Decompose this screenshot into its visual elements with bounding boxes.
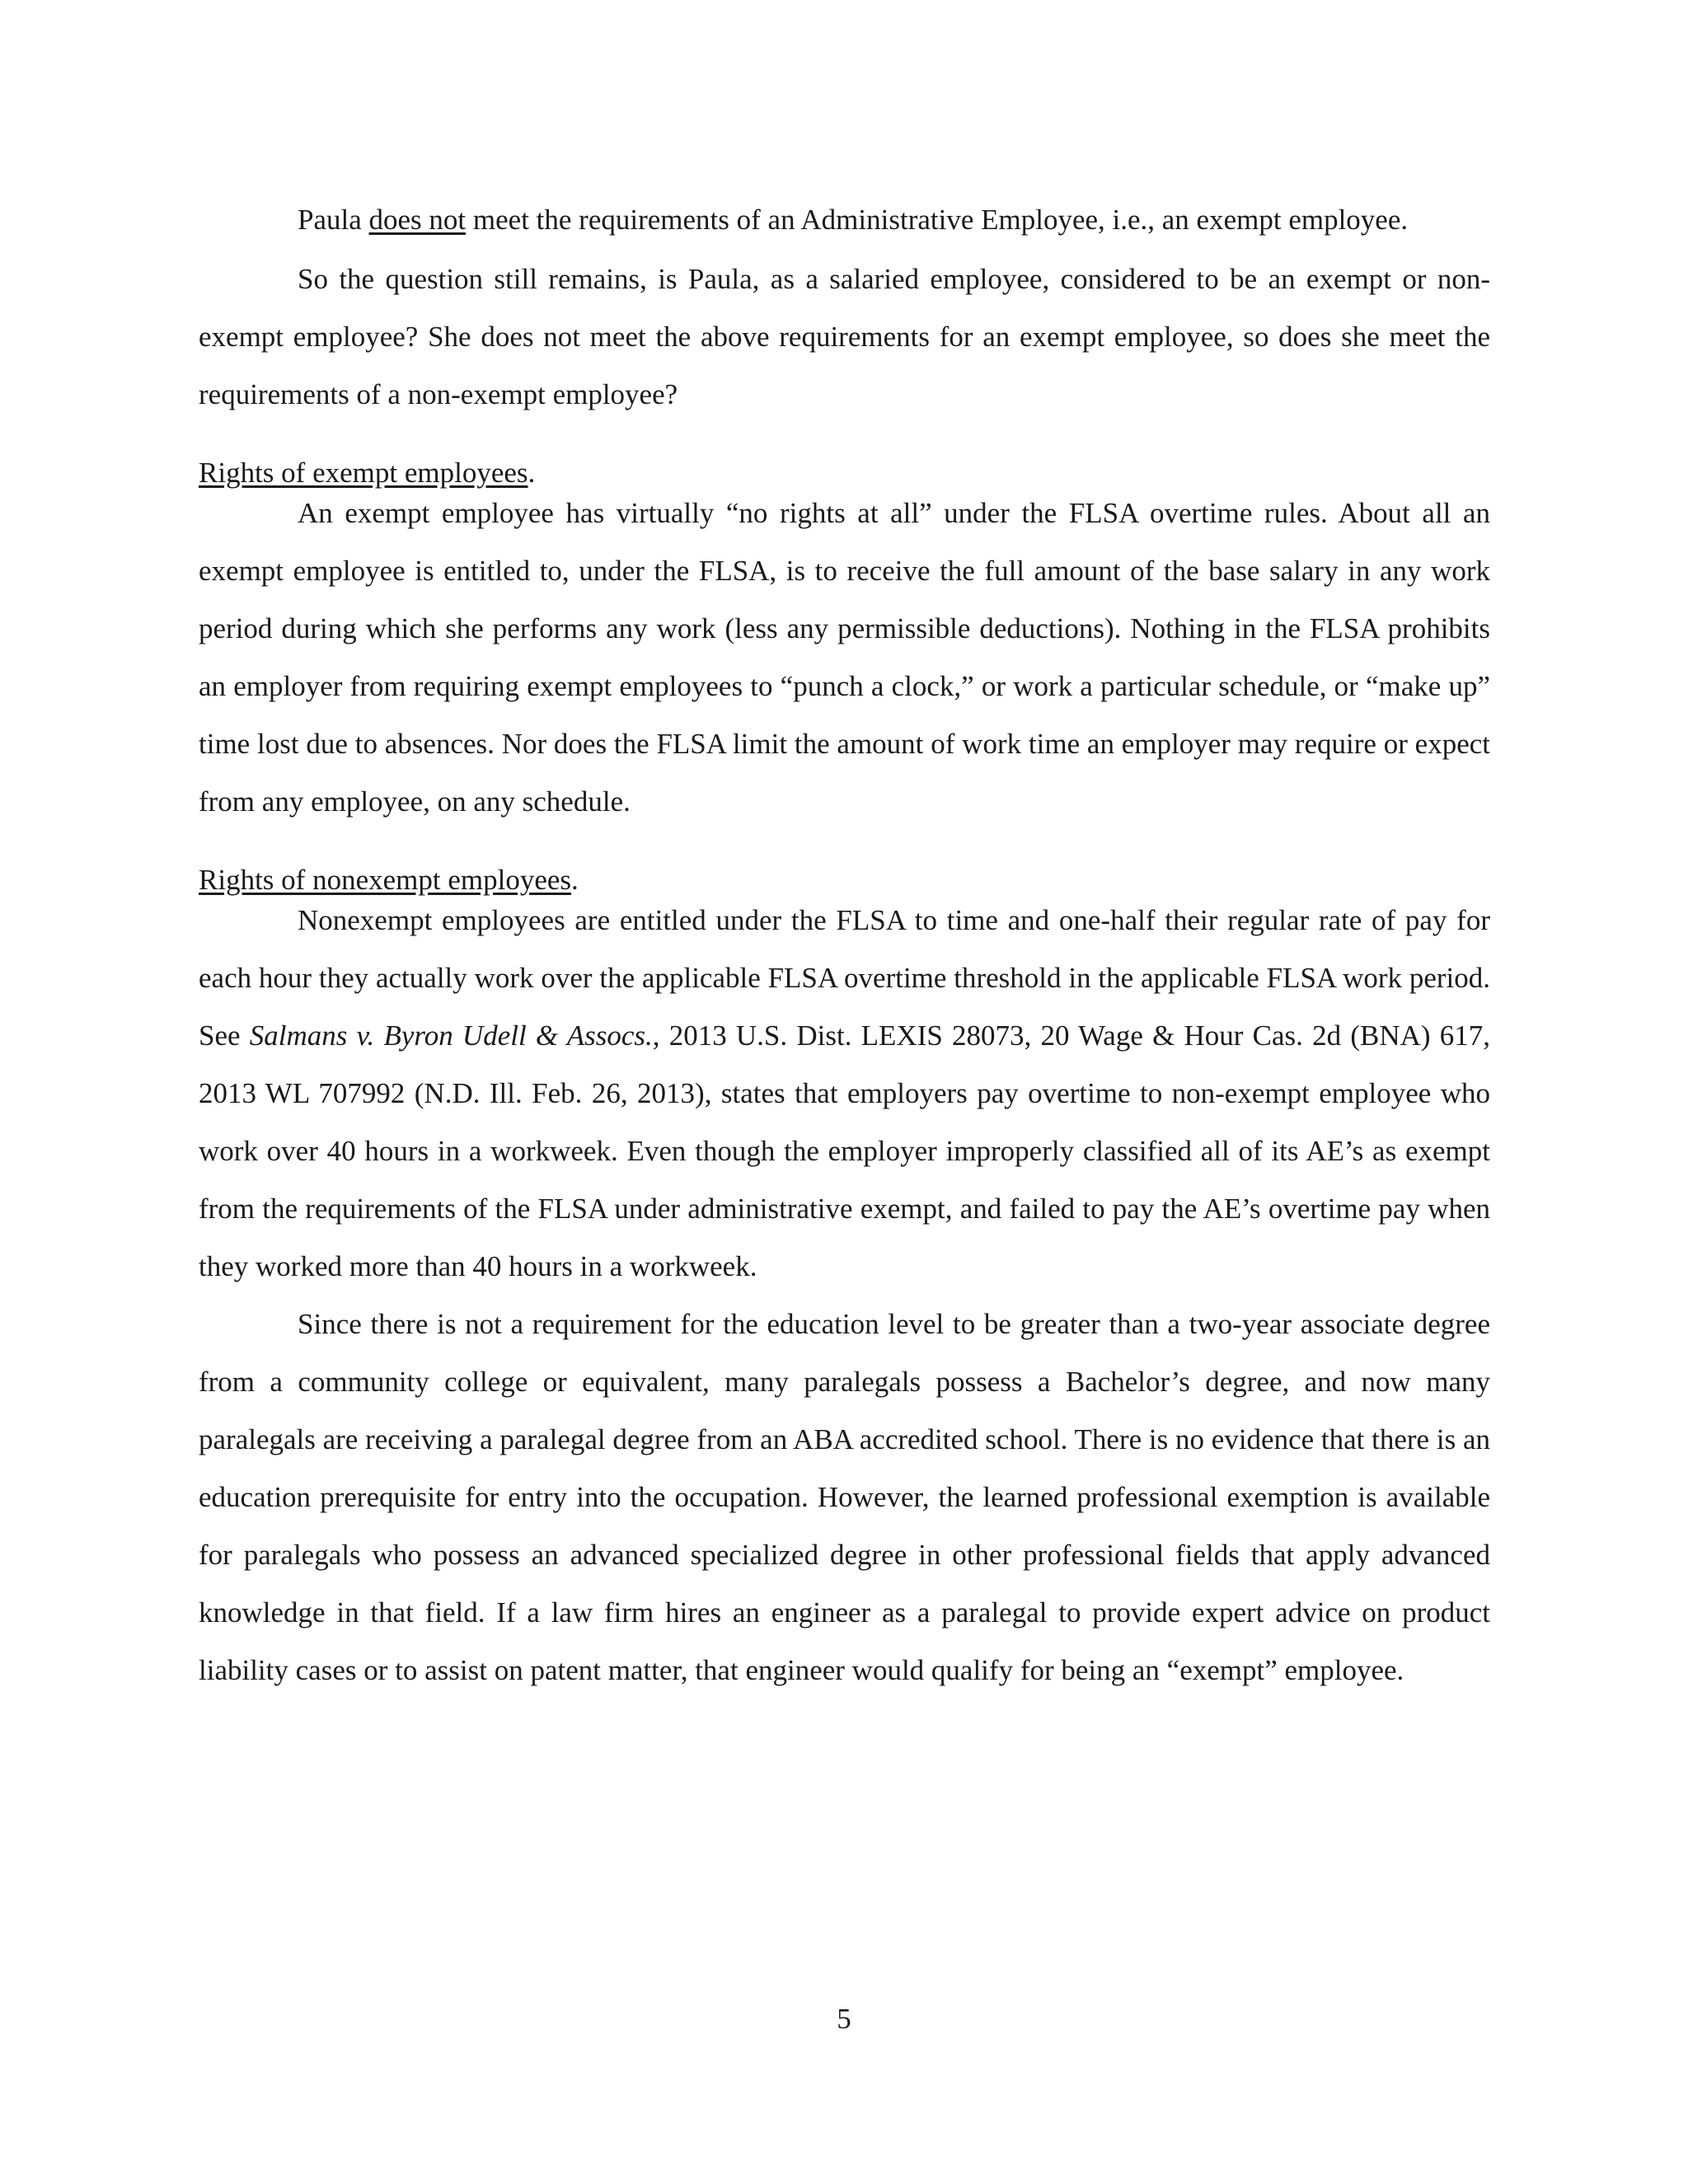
paragraph-exempt-rights: An exempt employee has virtually “no rights at all” under the FLSA overtime rules. About all an exempt employee is entitled to, under the FLSA, is to receive the full amount of the base salary in any work period during which she performs any work (less any permissible deductions). Nothing in the FLSA prohibits an employer from requiring exempt employees to “punch a clock,” or work a particular schedule, or “make up” time lost due to absences. Nor does the FLSA limit the amount of work time an employer may require or expect from any employee, on any schedule. (199, 497, 1490, 818)
case-citation: Salmans v. Byron Udell & Assocs. (249, 1019, 653, 1052)
heading-label: Rights of exempt employees (199, 457, 528, 489)
paragraph-text: meet the requirements of an Administrative Employee, i.e., an exempt employee. (466, 204, 1409, 236)
paragraph-paula-requirements (199, 191, 1490, 249)
heading-suffix: . (571, 864, 579, 896)
page-number: 5 (837, 2003, 851, 2035)
emphasis-does-not: does not (368, 204, 467, 236)
paragraph-nonexempt-rights (199, 892, 1490, 1296)
heading-suffix: . (528, 457, 536, 489)
document-body (199, 191, 1490, 1699)
paragraph-text: Nonexempt employees are entitled under the FLSA to time and one-half their regular rate of pay for each hour they actually work over the applicable FLSA overtime threshold in the applicable FLSA work period. See (199, 904, 1490, 1052)
paragraph-question: So the question still remains, is Paula, as a salaried employee, considered to be an exempt or non-exempt employee? She does not meet the above requirements for an exempt employee, so does she meet the requirements of a non-exempt employee? (199, 263, 1490, 410)
paragraph-text: , 2013 U.S. Dist. LEXIS 28073, 20 Wage & Hour Cas. 2d (BNA) 617, 2013 WL 707992 (N.D. Ill. Feb. 26, 2013), states that employers pay overtime to non-exempt employee who work over 40 hours in a workweek. Even though the employer improperly classified all of its AE’s as exempt from the requirements of the FLSA under administrative exempt, and failed to pay the AE’s overtime pay when they worked more than 40 hours in a workweek. (199, 1019, 1490, 1282)
heading-label: Rights of nonexempt employees (199, 864, 572, 896)
paragraph-paralegal-education: Since there is not a requirement for the education level to be greater than a two-year associate degree from a community college or equivalent, many paralegals possess a Bachelor’s degree, and now many paralegals are receiving a paralegal degree from an ABA accredited school. There is no evidence that there is an education prerequisite for entry into the occupation. However, the learned professional exemption is available for paralegals who possess an advanced specialized degree in other professional fields that apply advanced knowledge in that field. If a law firm hires an engineer as a paralegal to provide expert advice on product liability cases or to assist on patent matter, that engineer would qualify for being an “exempt” employee. (199, 1308, 1490, 1686)
paragraph-text: Paula (298, 204, 369, 236)
